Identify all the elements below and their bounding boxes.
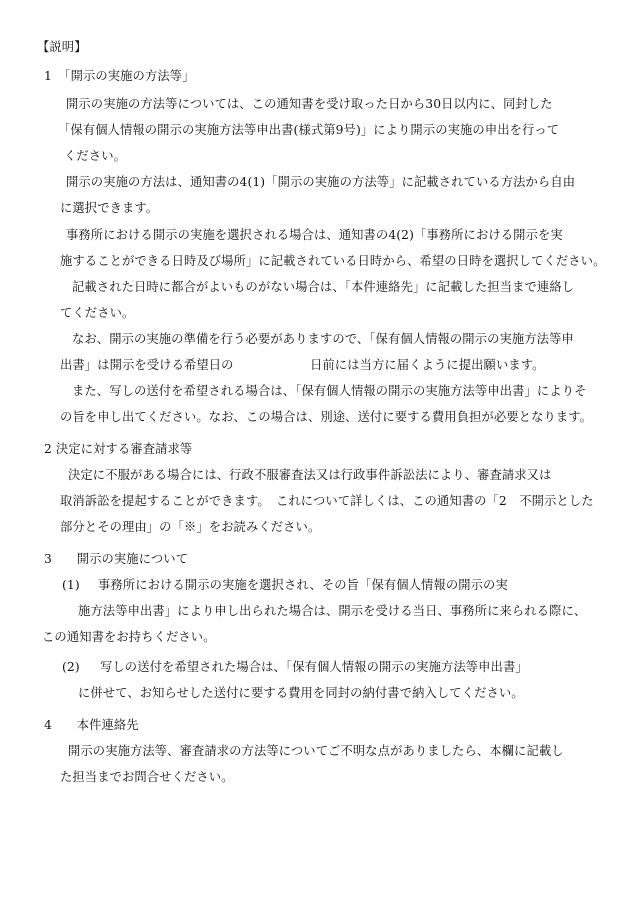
paragraph-line: 開示の実施方法等、審査請求の方法等についてご不明な点がありましたら、本欄に記載し: [68, 744, 564, 758]
paragraph-line: 日前には当方に届くように提出願います。: [310, 358, 545, 372]
paragraph-line: に選択できます。: [60, 201, 159, 215]
section-4-title: 4 本件連絡先: [44, 718, 139, 732]
item-2-number: (2): [62, 660, 80, 674]
paragraph-line: の旨を申し出てください。なお、この場合は、別途、送付に要する費用負担が必要となります。: [60, 410, 593, 424]
section-1-title: 1 「開示の実施の方法等」: [44, 69, 195, 83]
paragraph-line: 記載された日時に都合がよいものがない場合は、「本件連絡先」に記載した担当まで連絡し: [72, 280, 575, 294]
paragraph-line: 取消訴訟を提起することができます。 これについて詳しくは、この通知書の「2 不開示とした: [60, 494, 594, 508]
paragraph-line: 開示の実施の方法等については、この通知書を受け取った日から30日以内に、同封した: [66, 97, 553, 111]
item-2-line: に併せて、お知らせした送付に要する費用を同封の納付書で納入してください。: [78, 686, 524, 700]
paragraph-line: てください。: [60, 306, 135, 320]
explanation-heading: 【説明】: [37, 40, 87, 54]
item-1-line: この通知書をお持ちください。: [42, 630, 216, 644]
item-1-number: (1): [62, 578, 80, 592]
item-2-line: 写しの送付を希望された場合は、「保有個人情報の開示の実施方法等申出書」: [100, 660, 528, 674]
paragraph-line: ください。: [64, 149, 126, 163]
paragraph-line: 「保有個人情報の開示の実施方法等申出書(様式第9号)」により開示の実施の申出を行って: [58, 123, 560, 137]
paragraph-line: 出書」は開示を受ける希望日の: [60, 358, 234, 372]
item-1-line: 事務所における開示の実施を選択され、その旨「保有個人情報の開示の実: [98, 578, 508, 592]
item-1-line: 施方法等申出書」により申し出られた場合は、開示を受ける当日、事務所に来られる際に、: [78, 604, 587, 618]
paragraph-line: 開示の実施の方法は、通知書の4(1)「開示の実施の方法等」に記載されている方法から自由: [66, 175, 576, 189]
paragraph-line: 事務所における開示の実施を選択される場合は、通知書の4(2)「事務所における開示を実: [66, 228, 563, 242]
section-2-title: 2 決定に対する審査請求等: [44, 442, 193, 456]
paragraph-line: 決定に不服がある場合には、行政不服審査法又は行政事件訴訟法により、審査請求又は: [68, 468, 552, 482]
paragraph-line: 施することができる日時及び場所」に記載されている日時から、希望の日時を選択してください。: [60, 254, 606, 268]
paragraph-line: また、写しの送付を希望される場合は、「保有個人情報の開示の実施方法等申出書」によりそ: [72, 384, 587, 398]
paragraph-line: た担当までお問合せください。: [60, 770, 234, 784]
paragraph-line: なお、開示の実施の準備を行う必要がありますので、「保有個人情報の開示の実施方法等申: [72, 332, 574, 346]
section-3-title: 3 開示の実施について: [44, 552, 189, 566]
paragraph-line: 部分とその理由」の「※」をお読みください。: [60, 520, 321, 534]
